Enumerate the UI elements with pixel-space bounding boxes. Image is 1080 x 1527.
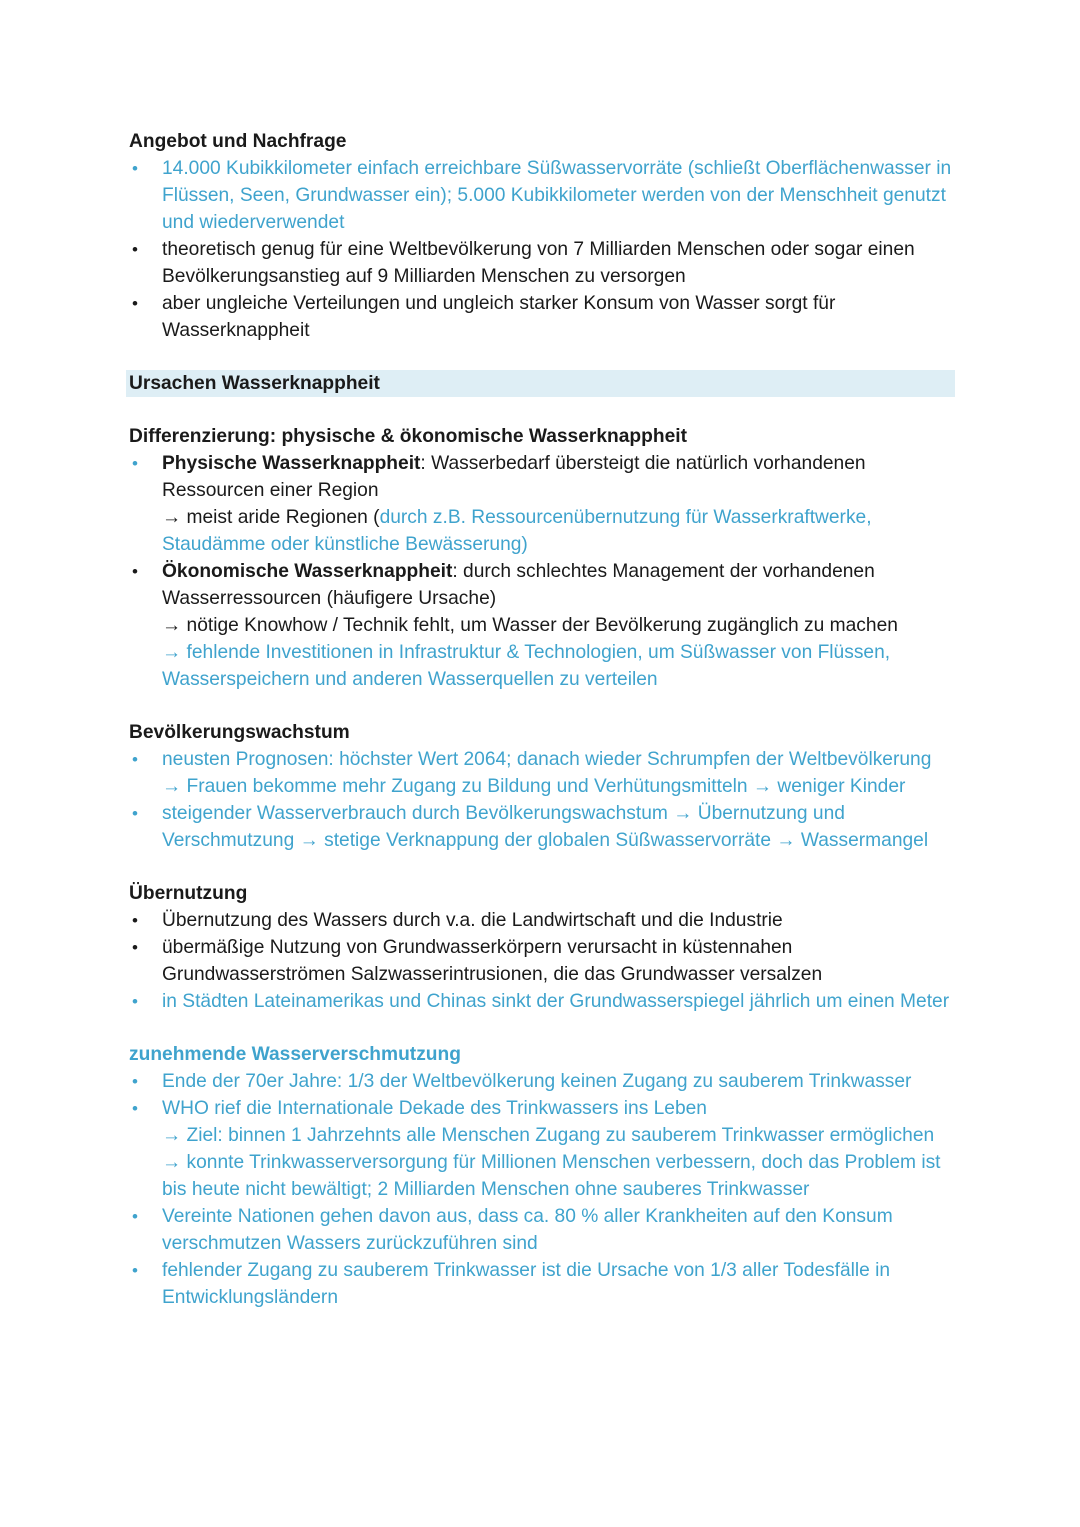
section-heading-verschmutzung: zunehmende Wasserverschmutzung [129, 1044, 461, 1065]
bullet-icon: • [132, 750, 138, 769]
verschmutzung-list [129, 1068, 955, 1311]
list-item: • steigender Wasserverbrauch durch Bevölkerungswachstum → Übernutzung und Verschmutzung → stetige Verknappung der globalen Süßwasservorräte → Wassermangel [129, 800, 955, 854]
bullet-icon: • [132, 454, 138, 473]
section-band-ursachen: Ursachen Wasserknappheit [126, 370, 955, 397]
list-item: • 14.000 Kubikkilometer einfach erreichbare Süßwasservorräte (schließt Oberflächenwasser in Flüssen, Seen, Grundwasser ein); 5.000 Kubikkilometer werden von der Menschheit genutzt und wiederverwendet [129, 155, 955, 236]
list-item: • Vereinte Nationen gehen davon aus, dass ca. 80 % aller Krankheiten auf den Konsum verschmutzen Wassers zurückzuführen sind [129, 1203, 955, 1257]
bullet-icon: • [132, 159, 138, 178]
bullet-icon: • [132, 240, 138, 259]
list-item: • Ende der 70er Jahre: 1/3 der Weltbevölkerung keinen Zugang zu sauberem Trinkwasser [129, 1068, 955, 1095]
bullet-icon: • [132, 911, 138, 930]
uebernutzung-list [129, 907, 955, 1015]
list-item: • fehlender Zugang zu sauberem Trinkwasser ist die Ursache von 1/3 aller Todesfälle in Entwicklungsländern [129, 1257, 955, 1311]
list-item: • Ökonomische Wasserknappheit: durch schlechtes Management der vorhandenen Wasserressourcen (häufigere Ursache) → nötige Knowhow / Technik fehlt, um Wasser der Bevölkerung zugänglich zu machen → fehlende Investitionen in Infrastruktur & Technologien, um Süßwasser von Flüssen, Wasserspeichern und anderen Wasserquellen zu verteilen [129, 558, 955, 693]
bullet-icon: • [132, 1261, 138, 1280]
list-item: • neusten Prognosen: höchster Wert 2064; danach wieder Schrumpfen der Weltbevölkerung → Frauen bekomme mehr Zugang zu Bildung und Verhütungsmitteln → weniger Kinder [129, 746, 955, 800]
list-item: • aber ungleiche Verteilungen und ungleich starker Konsum von Wasser sorgt für Wasserknappheit [129, 290, 955, 344]
section-heading-differenzierung: Differenzierung: physische & ökonomische Wasserknappheit [129, 426, 687, 447]
bullet-icon: • [132, 804, 138, 823]
list-item: • WHO rief die Internationale Dekade des Trinkwassers ins Leben → Ziel: binnen 1 Jahrzehnts alle Menschen Zugang zu sauberem Trinkwasser ermöglichen → konnte Trinkwasserversorgung für Millionen Menschen verbessern, doch das Problem ist bis heute nicht bewältigt; 2 Milliarden Menschen ohne sauberes Trinkwasser [129, 1095, 955, 1203]
document-page [129, 128, 955, 1311]
bullet-icon: • [132, 938, 138, 957]
bullet-icon: • [132, 1072, 138, 1091]
list-item: • in Städten Lateinamerikas und Chinas sinkt der Grundwasserspiegel jährlich um einen Meter [129, 988, 955, 1015]
term-physische: Physische Wasserknappheit [162, 453, 421, 474]
bullet-icon: • [132, 1207, 138, 1226]
list-item: • Physische Wasserknappheit: Wasserbedarf übersteigt die natürlich vorhandenen Ressourcen einer Region → meist aride Regionen (durch z.B. Ressourcenübernutzung für Wasserkraftwerke, Staudämme oder künstliche Bewässerung) [129, 450, 955, 558]
differenzierung-list [129, 450, 955, 693]
list-item: • theoretisch genug für eine Weltbevölkerung von 7 Milliarden Menschen oder sogar einen Bevölkerungsanstieg auf 9 Milliarden Menschen zu versorgen [129, 236, 955, 290]
bullet-icon: • [132, 992, 138, 1011]
bullet-icon: • [132, 1099, 138, 1118]
list-item: • Übernutzung des Wassers durch v.a. die Landwirtschaft und die Industrie [129, 907, 955, 934]
angebot-list [129, 155, 955, 344]
term-oekonomische: Ökonomische Wasserknappheit [162, 561, 453, 582]
bullet-icon: • [132, 562, 138, 581]
section-heading-bevoelkerung: Bevölkerungswachstum [129, 722, 350, 743]
section-heading-angebot: Angebot und Nachfrage [129, 131, 347, 152]
section-heading-uebernutzung: Übernutzung [129, 883, 248, 904]
list-item: • übermäßige Nutzung von Grundwasserkörpern verursacht in küstennahen Grundwasserströmen Salzwasserintrusionen, die das Grundwasser versalzen [129, 934, 955, 988]
bevoelkerung-list [129, 746, 955, 854]
bullet-icon: • [132, 294, 138, 313]
